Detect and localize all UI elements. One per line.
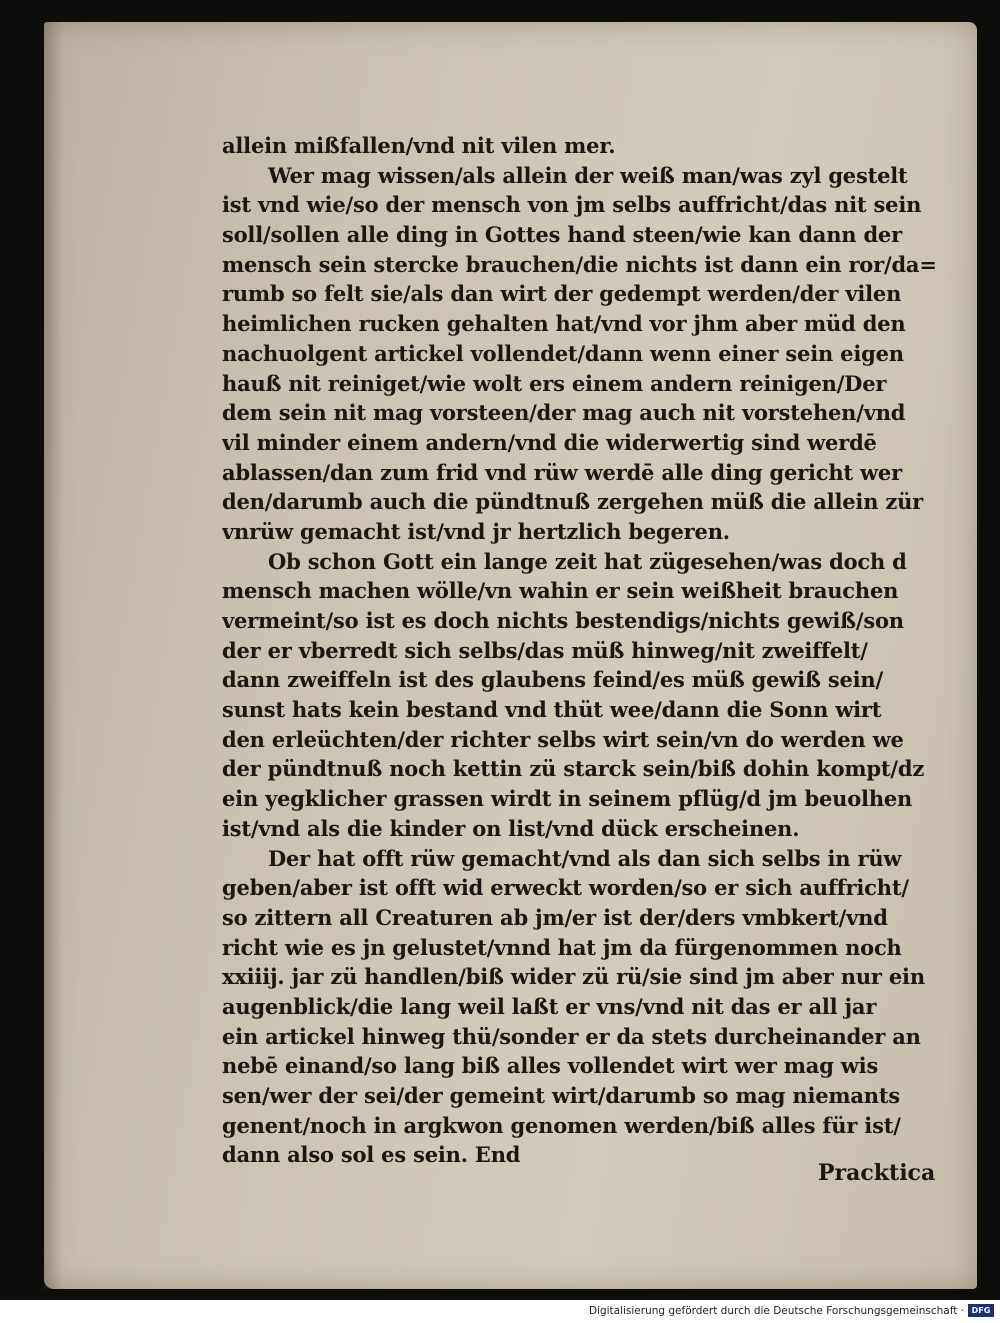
page-text-block [222, 131, 937, 1170]
text-line: sen/wer der sei/der gemeint wirt/darumb so mag niemants [222, 1083, 901, 1108]
text-line: vil minder einem andern/vnd die widerwertig sind werdē [222, 429, 877, 455]
text-line: Ob schon Gott ein lange zeit hat zügesehen/was doch d [268, 548, 907, 574]
text-line: dann zweiffeln ist des glaubens feind/es müß gewiß sein/ [222, 667, 883, 693]
text-line: dem sein nit mag vorsteen/der mag auch nit vorstehen/vnd [222, 400, 906, 426]
text-line: augenblick/die lang weil laßt er vns/vnd nit das er all jar [222, 993, 877, 1019]
text-line: nachuolgent artickel vollendet/dann wenn einer sein eigen [222, 340, 904, 366]
text-line: dann also sol es sein. End [222, 1142, 521, 1168]
text-line: so zittern all Creaturen ab jm/er ist der/ders vmbkert/vnd [222, 904, 888, 930]
digitization-credit: Digitalisierung gefördert durch die Deutsche Forschungsgemeinschaft · [588, 1305, 964, 1317]
text-line: ein artickel hinweg thü/sonder er da stets durcheinander an [222, 1023, 921, 1049]
text-line: sunst hats kein bestand vnd thüt wee/dann die Sonn wirt [222, 697, 882, 723]
text-line: ist/vnd als die kinder on list/vnd dück erscheinen. [222, 815, 800, 841]
text-line: richt wie es jn gelustet/vnnd hat jm da fürgenommen noch [222, 934, 902, 960]
text-line: mensch sein stercke brauchen/die nichts ist dann ein ror/da= [222, 251, 937, 277]
text-line: nebē einand/so lang biß alles vollendet wirt wer mag wis [222, 1053, 879, 1079]
text-line: allein mißfallen/vnd nit vilen mer. [222, 133, 616, 158]
text-line: geben/aber ist offt wid erweckt worden/so er sich auffricht/ [222, 875, 909, 901]
text-line: der pündtnuß noch kettin zü starck sein/biß dohin kompt/dz [222, 756, 925, 782]
text-line: soll/sollen alle ding in Gottes hand steen/wie kan dann der [222, 222, 902, 248]
text-line: Wer mag wissen/als allein der weiß man/was zyl gestelt [268, 162, 908, 188]
text-line: den erleüchten/der richter selbs wirt sein/vn do werden we [222, 726, 904, 752]
text-line: vermeint/so ist es doch nichts bestendigs/nichts gewiß/son [222, 608, 904, 633]
text-line: den/darumb auch die pündtnuß zergehen müß die allein zür [222, 489, 924, 515]
catchword: Pracktica [818, 1160, 936, 1186]
text-line: genent/noch in argkwon genomen werden/biß alles für ist/ [222, 1112, 901, 1138]
text-line: rumb so felt sie/als dan wirt der gedempt werden/der vilen [222, 281, 902, 307]
credit-bar [0, 1300, 1000, 1323]
text-line: ein yegklicher grassen wirdt in seinem pflüg/d jm beuolhen [222, 786, 913, 812]
text-line: heimlichen rucken gehalten hat/vnd vor jhm aber müd den [222, 311, 906, 337]
text-line: ist vnd wie/so der mensch von jm selbs auffricht/das nit sein [222, 192, 922, 218]
text-line: Der hat offt rüw gemacht/vnd als dan sich selbs in rüw [268, 845, 902, 871]
text-line: der er vberredt sich selbs/das müß hinweg/nit zweiffelt/ [222, 637, 868, 663]
dfg-logo-icon: DFG [968, 1304, 994, 1317]
text-line: hauß nit reiniget/wie wolt ers einem andern reinigen/Der [222, 370, 887, 396]
text-line: vnrüw gemacht ist/vnd jr hertzlich begeren. [222, 518, 730, 544]
text-line: xxiiij. jar zü handlen/biß wider zü rü/sie sind jm aber nur ein [222, 964, 925, 990]
text-line: ablassen/dan zum frid vnd rüw werdē alle ding gericht wer [222, 459, 902, 485]
text-line: mensch machen wölle/vn wahin er sein weißheit brauchen [222, 578, 899, 604]
